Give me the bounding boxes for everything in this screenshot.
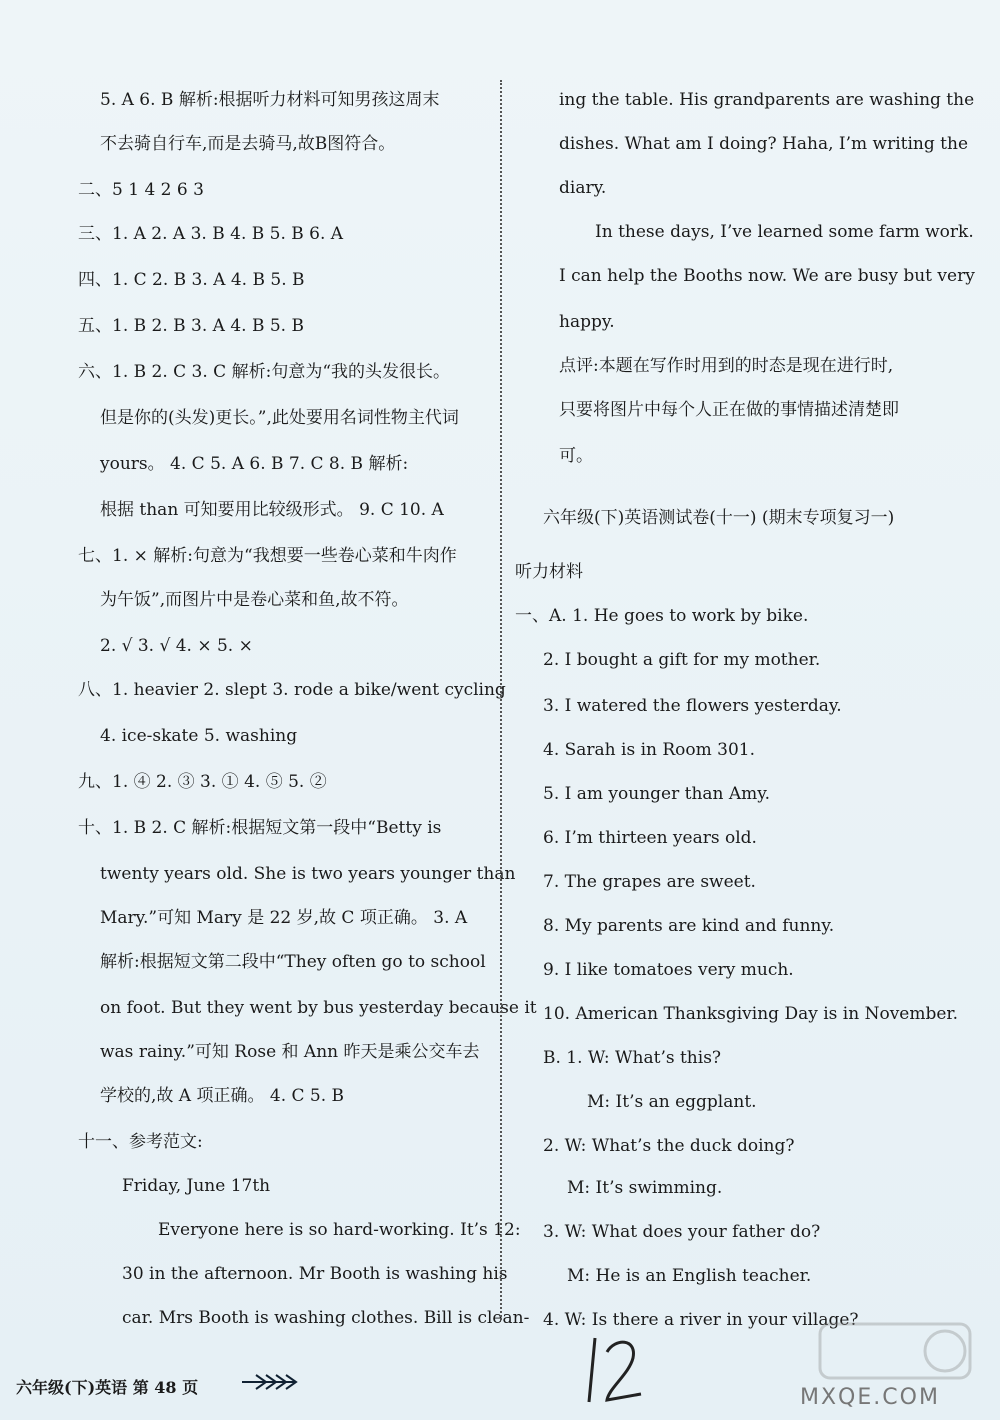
right-line: happy. — [559, 312, 615, 332]
right-line: 可。 — [559, 446, 593, 466]
right-line: M: It’s swimming. — [567, 1178, 723, 1198]
left-line: 但是你的(头发)更长。”,此处要用名词性物主代词 — [100, 408, 459, 428]
right-line: 4. W: Is there a river in your village? — [543, 1310, 859, 1330]
left-line: 二、5 1 4 2 6 3 — [78, 180, 204, 200]
right-line: 2. I bought a gift for my mother. — [543, 650, 821, 670]
left-line: Mary.”可知 Mary 是 22 岁,故 C 项正确。 3. A — [100, 908, 468, 928]
right-line: 9. I like tomatoes very much. — [543, 960, 794, 980]
right-line: dishes. What am I doing? Haha, I’m writing the — [559, 134, 969, 154]
arrows-icon — [240, 1370, 300, 1394]
left-line: on foot. But they went by bus yesterday because it — [100, 998, 537, 1018]
left-line: twenty years old. She is two years younger than — [100, 864, 516, 884]
right-line: 3. I watered the flowers yesterday. — [543, 696, 842, 716]
right-line: In these days, I’ve learned some farm work. — [595, 222, 974, 242]
left-line: 根据 than 可知要用比较级形式。 9. C 10. A — [100, 500, 444, 520]
left-line: 解析:根据短文第二段中“They often go to school — [100, 952, 486, 972]
left-line: 5. A 6. B 解析:根据听力材料可知男孩这周末 — [100, 90, 440, 110]
right-line: 4. Sarah is in Room 301. — [543, 740, 756, 760]
left-line: was rainy.”可知 Rose 和 Ann 昨天是乘公交车去 — [100, 1042, 480, 1062]
right-line: 8. My parents are kind and funny. — [543, 916, 835, 936]
right-line: 6. I’m thirteen years old. — [543, 828, 757, 848]
right-line: ing the table. His grandparents are washing the — [559, 90, 975, 110]
right-line: B. 1. W: What’s this? — [543, 1048, 722, 1068]
left-line: 三、1. A 2. A 3. B 4. B 5. B 6. A — [78, 224, 344, 244]
left-line: Everyone here is so hard-working. It’s 12: — [158, 1220, 521, 1240]
left-line: 30 in the afternoon. Mr Booth is washing his — [122, 1264, 508, 1284]
right-line: 一、A. 1. He goes to work by bike. — [515, 606, 809, 626]
handwritten-number — [585, 1330, 645, 1410]
left-line: 十、1. B 2. C 解析:根据短文第一段中“Betty is — [78, 818, 442, 838]
left-line: 七、1. × 解析:句意为“我想要一些卷心菜和牛肉作 — [78, 546, 457, 566]
left-line: 十一、参考范文: — [78, 1132, 203, 1152]
left-line: 4. ice-skate 5. washing — [100, 726, 298, 746]
right-line: 听力材料 — [515, 562, 583, 582]
right-line: 六年级(下)英语测试卷(十一) (期末专项复习一) — [543, 508, 895, 528]
left-line: 八、1. heavier 2. slept 3. rode a bike/went cycling — [78, 680, 506, 700]
left-line: 六、1. B 2. C 3. C 解析:句意为“我的头发很长。 — [78, 362, 451, 382]
left-line: 为午饭”,而图片中是卷心菜和鱼,故不符。 — [100, 590, 409, 610]
left-line: 四、1. C 2. B 3. A 4. B 5. B — [78, 270, 305, 290]
right-line: 3. W: What does your father do? — [543, 1222, 821, 1242]
left-line: 九、1. ④ 2. ③ 3. ① 4. ⑤ 5. ② — [78, 772, 327, 792]
left-line: car. Mrs Booth is washing clothes. Bill is clean- — [122, 1308, 530, 1328]
right-line: I can help the Booths now. We are busy but very — [559, 266, 975, 286]
right-line: 点评:本题在写作时用到的时态是现在进行时, — [559, 356, 894, 376]
left-line: 2. √ 3. √ 4. × 5. × — [100, 636, 253, 656]
right-line: 只要将图片中每个人正在做的事情描述清楚即 — [559, 400, 899, 420]
right-line: M: He is an English teacher. — [567, 1266, 812, 1286]
left-line: Friday, June 17th — [122, 1176, 271, 1196]
left-line: 五、1. B 2. B 3. A 4. B 5. B — [78, 316, 304, 336]
right-line: 2. W: What’s the duck doing? — [543, 1136, 795, 1156]
right-line: 7. The grapes are sweet. — [543, 872, 756, 892]
right-line: 10. American Thanksgiving Day is in November. — [543, 1004, 959, 1024]
watermark-text: MXQE.COM — [800, 1385, 940, 1410]
left-line: 学校的,故 A 项正确。 4. C 5. B — [100, 1086, 345, 1106]
column-divider — [500, 80, 502, 1320]
right-line: diary. — [559, 178, 607, 198]
right-line: M: It’s an eggplant. — [587, 1092, 757, 1112]
page-footer: 六年级(下)英语 第 48 页 — [16, 1378, 199, 1397]
right-line: 5. I am younger than Amy. — [543, 784, 771, 804]
left-line: yours。 4. C 5. A 6. B 7. C 8. B 解析: — [100, 454, 409, 474]
left-line: 不去骑自行车,而是去骑马,故B图符合。 — [100, 134, 396, 154]
